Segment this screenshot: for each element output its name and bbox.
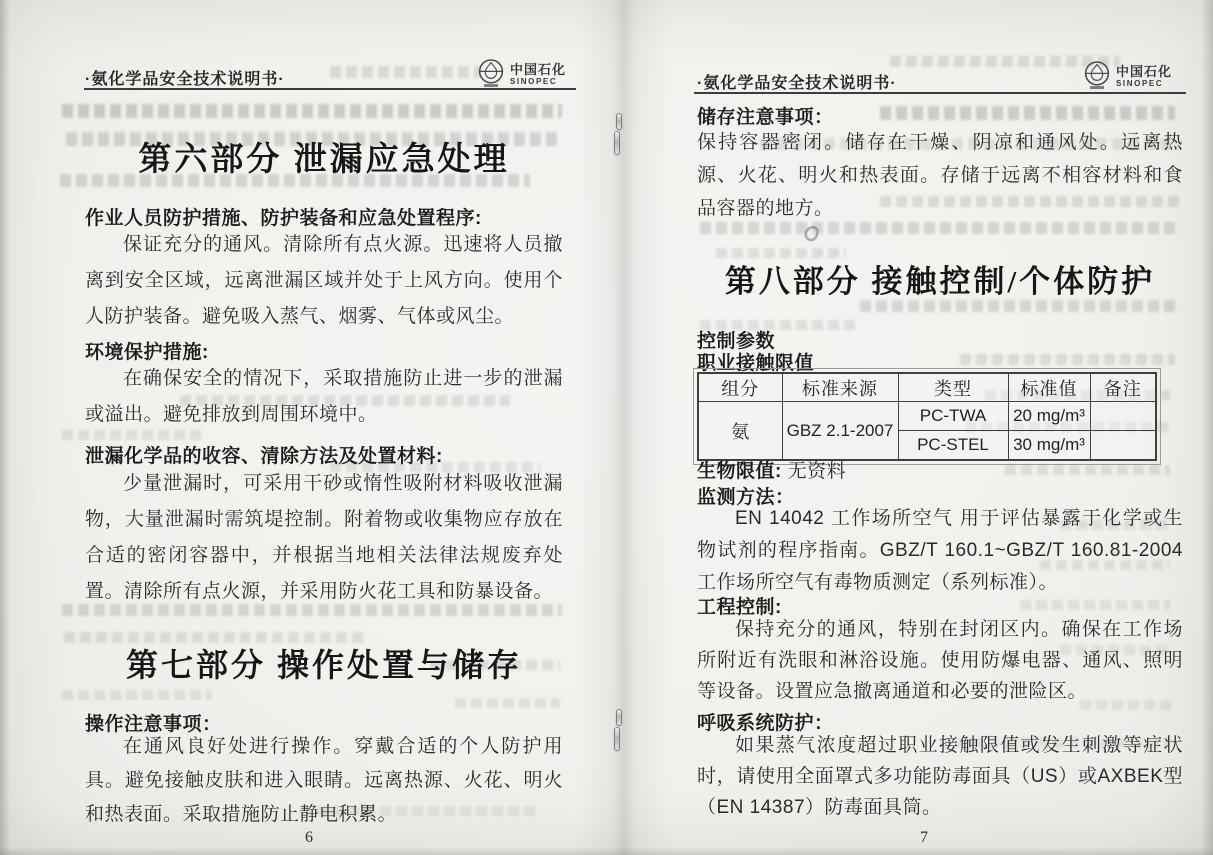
sinopec-emblem-icon [477, 58, 505, 90]
bleedthrough-ghost [880, 106, 1175, 120]
oel-table-header-row [698, 373, 1156, 402]
section7-title: 第七部分 操作处置与储存 [125, 647, 522, 683]
scan-edge [1201, 0, 1213, 855]
occupational-exposure-limit-label: 职业接触限值 [697, 353, 815, 374]
respiratory-protection-label: 呼吸系统防护： [697, 713, 834, 734]
brand-name-en: SINOPEC [1116, 78, 1164, 88]
sinopec-wordmark [510, 63, 566, 86]
bleedthrough-ghost [960, 354, 1175, 365]
booklet-header-title: ·氨化学品安全技术说明书· [85, 71, 285, 88]
section6-title: 第六部分 泄漏应急处理 [138, 142, 510, 178]
engineering-control-label: 工程控制: [697, 597, 782, 618]
bleedthrough-ghost [860, 300, 1180, 312]
handling-precautions-label: 操作注意事项： [85, 714, 222, 735]
page-number-right: 7 [920, 829, 928, 846]
oel-component-cell: 氨 [698, 402, 782, 461]
sinopec-wordmark [1116, 65, 1172, 88]
monitoring-method-paragraph: EN 14042 工作场所空气 用于评估暴露于化学或生物试剂的程序指南。GBZ/T 160.1~GBZ/T 160.81-2004工作场所空气有毒物质测定（系列标准）。 [697, 508, 1183, 593]
header-rule [694, 92, 1186, 94]
biological-limit-label: 生物限值: [697, 461, 782, 482]
spill-cleanup-label: 泄漏化学品的收容、清除方法及处置材料: [85, 446, 443, 467]
bleedthrough-ghost [330, 66, 480, 78]
bleedthrough-ghost [62, 104, 562, 118]
biological-limit-value: 无资料 [787, 461, 847, 482]
bleedthrough-ghost [455, 698, 560, 708]
oel-col-value: 标准值 [1008, 373, 1090, 402]
page-number-left: 6 [305, 829, 313, 846]
brand-name-cn: 中国石化 [510, 61, 567, 77]
biological-limit-line [697, 460, 1183, 484]
worker-protection-label: 作业人员防护措施、防护装备和应急处置程序: [85, 208, 482, 229]
oel-type-cell: PC-STEL [898, 431, 1008, 461]
oel-table-row [698, 402, 1156, 431]
bleedthrough-ghost [1020, 600, 1170, 610]
environment-protection-label: 环境保护措施: [85, 342, 209, 363]
control-parameters-label: 控制参数 [697, 331, 776, 352]
scan-edge [0, 847, 1213, 855]
staple-icon [613, 710, 625, 754]
oel-col-type: 类型 [898, 373, 1008, 402]
oel-value-cell: 30 mg/m³ [1008, 431, 1090, 461]
spill-cleanup-paragraph: 少量泄漏时，可采用干砂或惰性吸附材料吸收泄漏物，大量泄漏时需筑堤控制。附着物或收集物应存放在合适的密闭容器中，并根据当地相关法律法规废弃处置。清除所有点火源，并采用防火花工具和防暴设备。 [85, 473, 563, 602]
respiratory-protection-paragraph: 如果蒸气浓度超过职业接触限值或发生刺激等症状时，请使用全面罩式多功能防毒面具（US）或AXBEK型（EN 14387）防毒面具筒。 [697, 735, 1183, 818]
oel-note-cell [1090, 431, 1156, 461]
scan-edge [0, 0, 10, 855]
oel-type-cell: PC-TWA [898, 402, 1008, 431]
monitoring-method-label: 监测方法： [697, 487, 795, 508]
oel-note-cell [1090, 402, 1156, 431]
handling-precautions-paragraph: 在通风良好处进行操作。穿戴合适的个人防护用具。避免接触皮肤和进入眼睛。远离热源、火花、明火和热表面。采取措施防止静电积累。 [85, 736, 563, 825]
section8-title: 第八部分 接触控制/个体防护 [724, 264, 1156, 299]
oel-col-note: 备注 [1090, 373, 1156, 402]
oel-table [697, 372, 1157, 461]
page-curl-mark [803, 224, 820, 242]
sinopec-emblem-icon [1083, 60, 1111, 92]
staple-icon [613, 114, 625, 154]
sinopec-logo [1083, 60, 1172, 92]
engineering-control-paragraph: 保持充分的通风，特别在封闭区内。确保在工作场所附近有洗眼和淋浴设施。使用防爆电器、通风、照明等设备。设置应急撤离通道和必要的泄险区。 [697, 619, 1183, 702]
oel-source-cell: GBZ 2.1-2007 [782, 402, 898, 461]
brand-name-cn: 中国石化 [1116, 63, 1173, 79]
booklet-header-title: ·氨化学品安全技术说明书· [697, 75, 897, 92]
brand-name-en: SINOPEC [510, 76, 558, 86]
storage-precautions-paragraph: 保持容器密闭。储存在干燥、阴凉和通风处。远离热源、火花、明火和热表面。存储于远离不相容材料和食品容器的地方。 [697, 132, 1183, 219]
oel-col-source: 标准来源 [782, 373, 898, 402]
oel-col-component: 组分 [698, 373, 782, 402]
sinopec-logo [477, 58, 566, 90]
oel-value-cell: 20 mg/m³ [1008, 402, 1090, 431]
storage-precautions-label: 储存注意事项： [697, 107, 834, 128]
environment-protection-paragraph: 在确保安全的情况下，采取措施防止进一步的泄漏或溢出。避免排放到周围环境中。 [85, 368, 563, 425]
worker-protection-paragraph: 保证充分的通风。清除所有点火源。迅速将人员撤离到安全区域，远离泄漏区域并处于上风方向。使用个人防护装备。避免吸入蒸气、烟雾、气体或风尘。 [85, 234, 563, 327]
bleedthrough-ghost [62, 690, 212, 700]
